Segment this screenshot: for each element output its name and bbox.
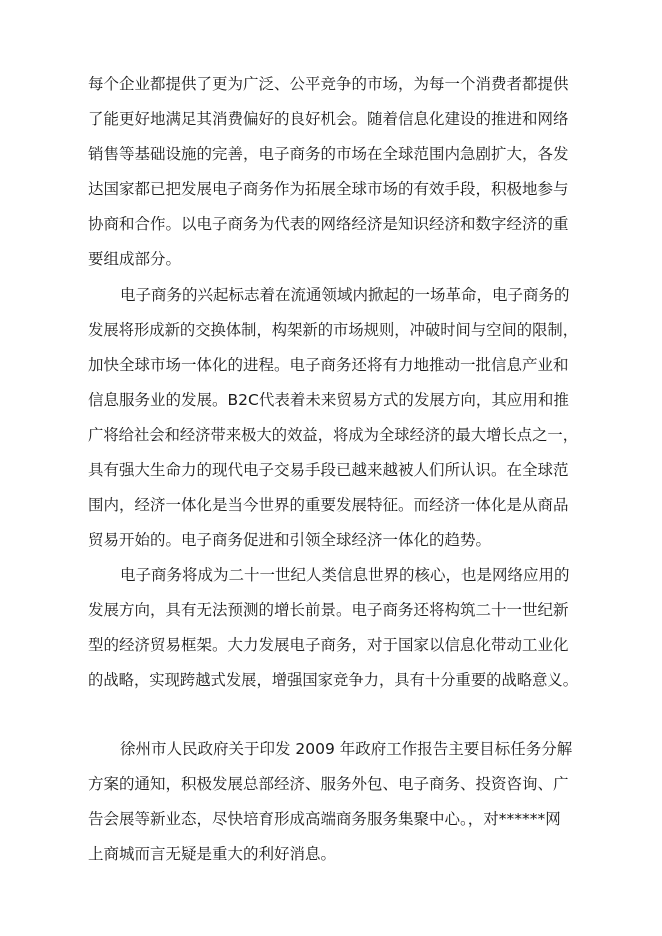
paragraph-4-line-2: 方案的通知，积极发展总部经济、服务外包、电子商务、投资咨询、广 (88, 775, 569, 793)
paragraph-2-line-2: 发展将形成新的交换体制，构架新的市场规则，冲破时间与空间的限制， (88, 321, 579, 339)
paragraph-2-line-5: 广将给社会和经济带来极大的效益，将成为全球经济的最大增长点之一， (88, 426, 579, 444)
paragraph-2-line-8: 贸易开始的。电子商务促进和引领全球经济一体化的趋势。 (88, 531, 492, 549)
paragraph-1-line-6: 要组成部分。 (88, 250, 182, 268)
paragraph-3-line-2: 发展方向，具有无法预测的增长前景。电子商务还将构筑二十一世纪新 (88, 601, 569, 619)
paragraph-4-line-4: 上商城而言无疑是重大的利好消息。 (88, 845, 337, 863)
paragraph-1-line-2: 了能更好地满足其消费偏好的良好机会。随着信息化建设的推进和网络 (88, 110, 569, 128)
paragraph-4-line-3: 告会展等新业态，尽快培育形成高端商务服务集聚中心。，对******网 (88, 810, 561, 828)
paragraph-4-line-1: 徐州市人民政府关于印发 2009 年政府工作报告主要目标任务分解 (120, 740, 573, 758)
paragraph-1-line-1: 每个企业都提供了更为广泛、公平竞争的市场，为每一个消费者都提供 (88, 75, 569, 93)
paragraph-3-line-4: 的战略，实现跨越式发展，增强国家竞争力，具有十分重要的战略意义。 (88, 671, 579, 689)
paragraph-2-line-4: 信息服务业的发展。B2C代表着未来贸易方式的发展方向，其应用和推 (88, 391, 569, 409)
paragraph-3-line-1: 电子商务将成为二十一世纪人类信息世界的核心，也是网络应用的 (120, 566, 570, 584)
paragraph-2-line-3: 加快全球市场一体化的进程。电子商务还将有力地推动一批信息产业和 (88, 356, 569, 374)
paragraph-2-line-1: 电子商务的兴起标志着在流通领域内掀起的一场革命，电子商务的 (120, 286, 570, 304)
paragraph-1-line-5: 协商和合作。以电子商务为代表的网络经济是知识经济和数字经济的重 (88, 215, 569, 233)
paragraph-3-line-3: 型的经济贸易框架。大力发展电子商务，对于国家以信息化带动工业化 (88, 636, 569, 654)
paragraph-1-line-4: 达国家都已把发展电子商务作为拓展全球市场的有效手段，积极地参与 (88, 180, 569, 198)
paragraph-1-line-3: 销售等基础设施的完善，电子商务的市场在全球范围内急剧扩大，各发 (88, 145, 569, 163)
paragraph-2-line-7: 围内，经济一体化是当今世界的重要发展特征。而经济一体化是从商品 (88, 496, 569, 514)
paragraph-2-line-6: 具有强大生命力的现代电子交易手段已越来越被人们所认识。在全球范 (88, 461, 569, 479)
